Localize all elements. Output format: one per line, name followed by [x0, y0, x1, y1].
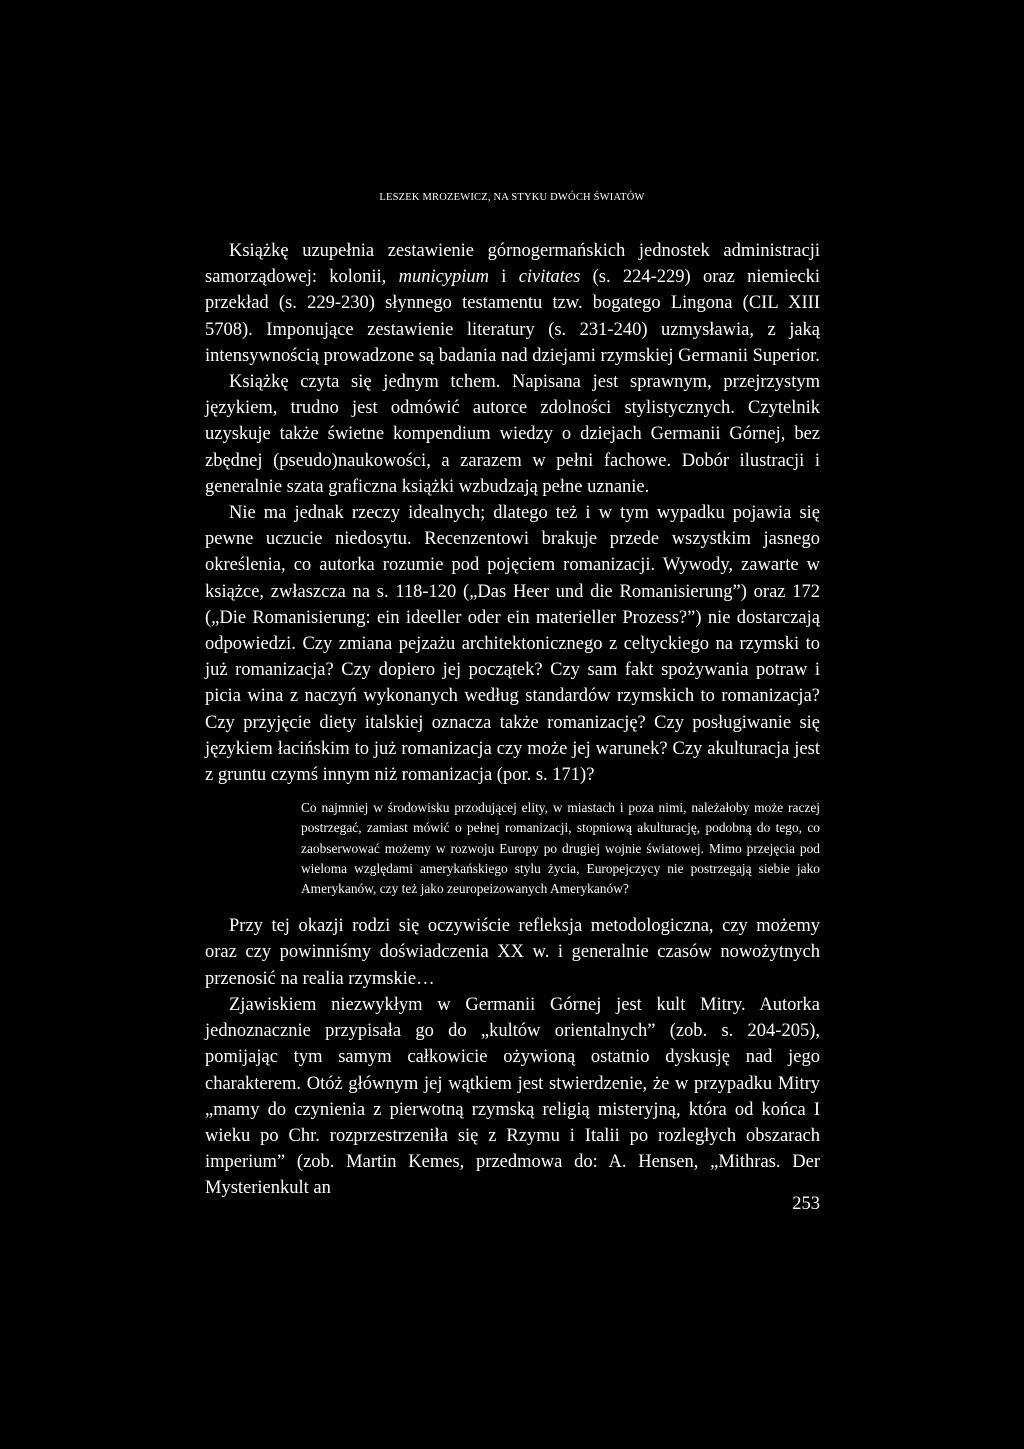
running-header: LESZEK MROZEWICZ, NA STYKU DWÓCH ŚWIATÓW	[379, 192, 645, 203]
paragraph-1-text-b: i	[489, 267, 519, 288]
paragraph-1-text-a: Książkę uzupełnia zestawienie górnogermańskich jednostek administracji samorządowej: kolonii,	[205, 241, 820, 288]
paragraph-4: Przy tej okazji rodzi się oczywiście refleksja metodologiczna, czy możemy oraz czy powinniśmy doświadczenia XX w. i generalnie czasów nowożytnych przenosić na realia rzymskie…	[205, 916, 820, 989]
page-number: 253	[792, 1194, 820, 1214]
paragraph-1-text-c: (s. 224-229) oraz niemiecki przekład (s. 229-230) słynnego testamentu tzw. bogatego Lingona (CIL XIII 5708). Imponujące zestawienie literatury (s. 231-240) uzmysławia, z jaką intensywnością prowadzone są badania nad dziejami rzymskiej Germanii Superior.	[205, 267, 821, 366]
paragraph-1-italic-civitates: civitates	[518, 267, 581, 288]
block-quote: Co najmniej w środowisku przodującej elity, w miastach i poza nimi, należałoby może raczej postrzegać, zamiast mówić o pełnej romanizacji, stopniową akulturację, podobną do tego, co zaobserwować możemy w rozwoju Europy po drugiej wojnie światowej. Mimo przejęcia pod wieloma względami amerykańskiego stylu życia, Europejczycy nie postrzegają siebie jako Amerykanów, czy też jako zeuropeizowanych Amerykanów?	[301, 800, 820, 897]
paragraph-1-italic-municypium: municypium	[398, 267, 490, 288]
paragraph-5: Zjawiskiem niezwykłym w Germanii Górnej jest kult Mitry. Autorka jednoznacznie przypisała go do „kultów orientalnych” (zob. s. 204-205), pomijając tym samym całkowicie ożywioną ostatnio dyskusję nad jego charakterem. Otóż głównym jej wątkiem jest stwierdzenie, że w przypadku Mitry „mamy do czynienia z pierwotną rzymską religią misteryjną, która od końca I wieku po Chr. rozprzestrzeniła się z Rzymu i Italii po rozległych obszarach imperium” (zob. Martin Kemes, przedmowa do: A. Hensen, „Mithras. Der Mysterienkult an	[205, 994, 820, 1199]
body-text	[205, 238, 820, 1202]
paragraph-1	[205, 238, 820, 369]
paragraph-3: Nie ma jednak rzeczy idealnych; dlatego też i w tym wypadku pojawia się pewne uczucie niedosytu. Recenzentowi brakuje przede wszystkim jasnego określenia, co autorka rozumie pod pojęciem romanizacji. Wywody, zawarte w książce, zwłaszcza na s. 118-120 („Das Heer und die Romanisierung”) oraz 172 („Die Romanisierung: ein ideeller oder ein materieller Prozess?”) nie dostarczają odpowiedzi. Czy zmiana pejzażu architektonicznego z celtyckiego na rzymski to już romanizacja? Czy dopiero jej początek? Czy sam fakt spożywania potraw i picia wina z naczyń wykonanych według standardów rzymskich to romanizacja? Czy przyjęcie diety italskiej oznacza także romanizację? Czy posługiwanie się językiem łacińskim to już romanizacja czy może jej warunek? Czy akulturacja jest z gruntu czymś innym niż romanizacja (por. s. 171)?	[205, 503, 820, 786]
paragraph-2: Książkę czyta się jednym tchem. Napisana jest sprawnym, przejrzystym językiem, trudno jest odmówić autorce zdolności stylistycznych. Czytelnik uzyskuje także świetne kompendium wiedzy o dziejach Germanii Górnej, bez zbędnej (pseudo)naukowości, a zarazem w pełni fachowe. Dobór ilustracji i generalnie szata graficzna książki wzbudzają pełne uznanie.	[205, 372, 820, 497]
